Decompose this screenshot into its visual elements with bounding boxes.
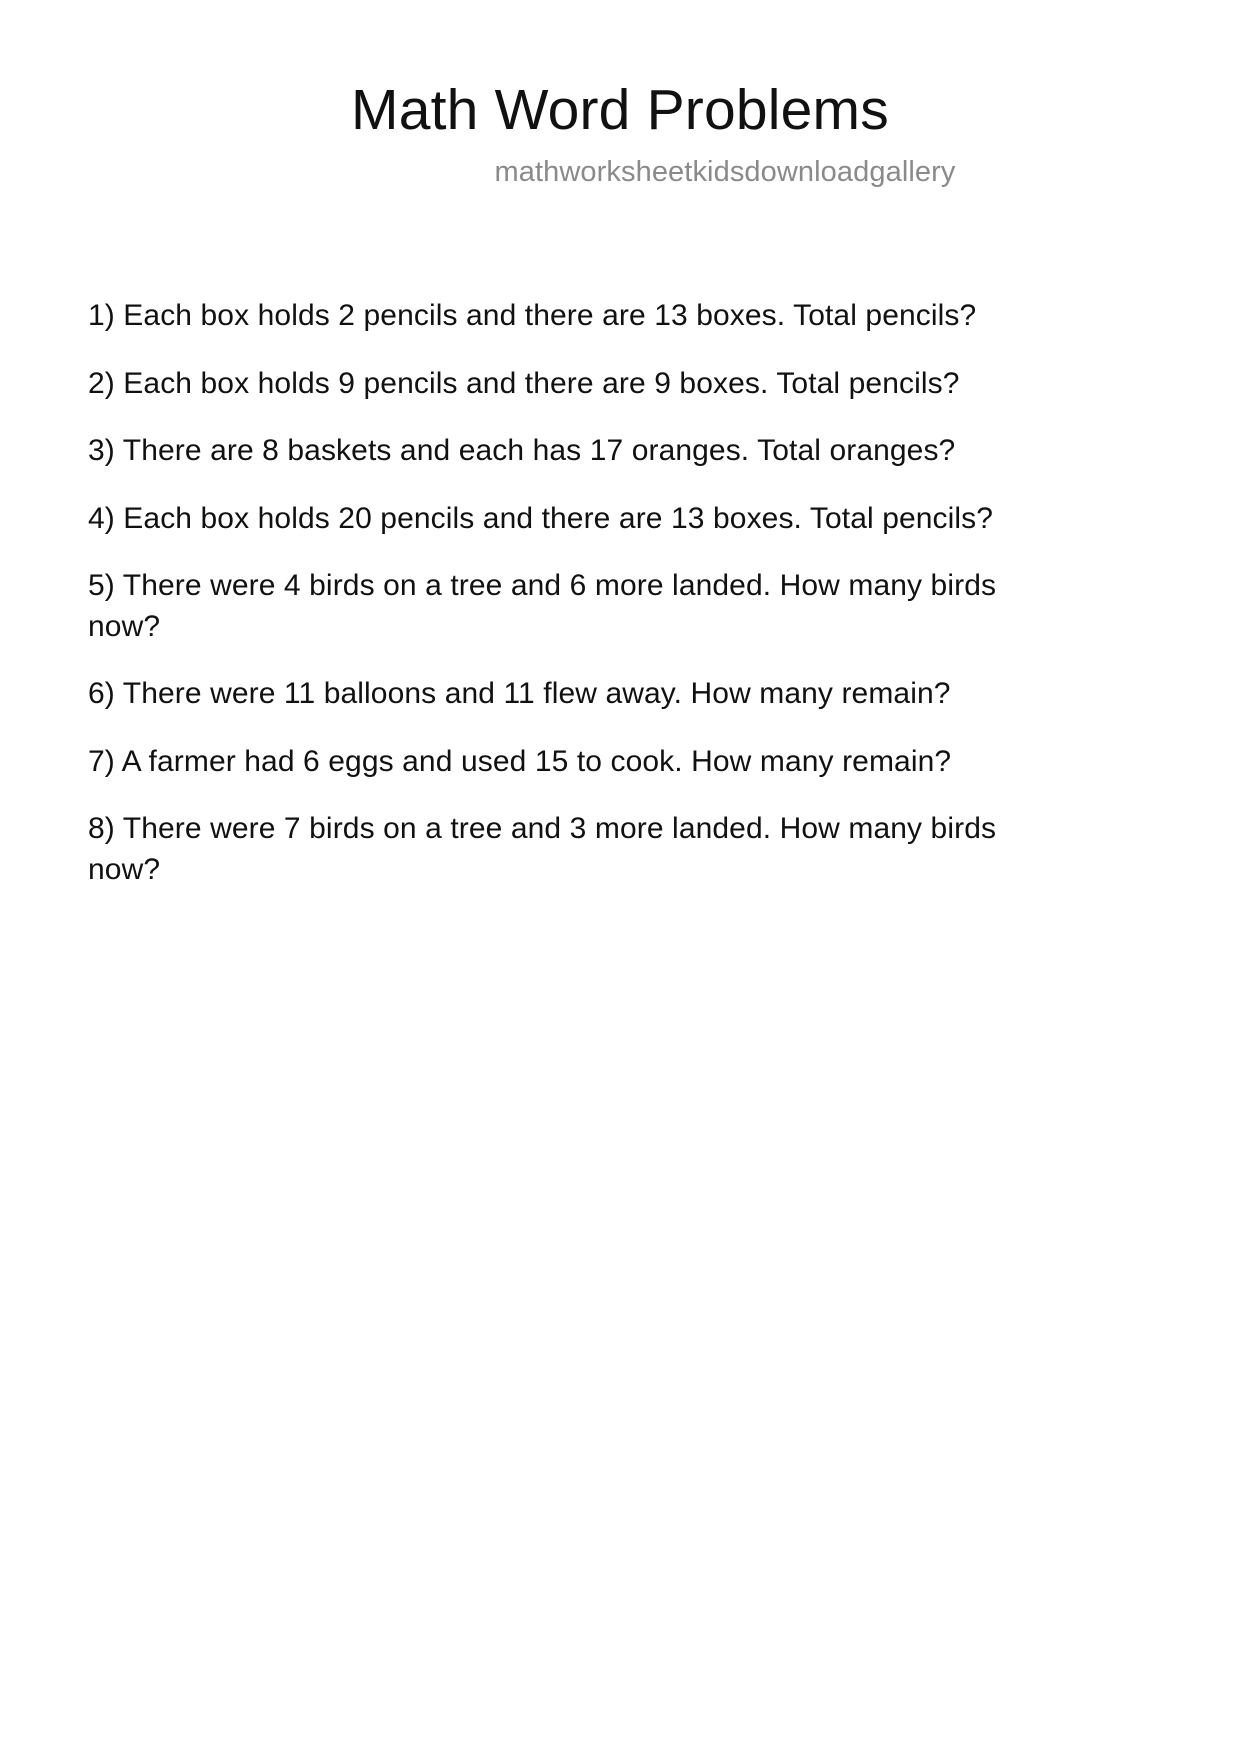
list-item: 8) There were 7 birds on a tree and 3 more landed. How many birds now? (88, 812, 997, 886)
list-item: 7) A farmer had 6 eggs and used 15 to cook. How many remain? (88, 744, 952, 778)
list-item: 6) There were 11 balloons and 11 flew away. How many remain? (88, 677, 951, 710)
list-item: 4) Each box holds 20 pencils and there are 13 boxes. Total pencils? (88, 501, 994, 535)
worksheet-header (0, 0, 1240, 189)
page-subtitle: mathworksheetkidsdownloadgallery (494, 155, 956, 188)
list-item: 2) Each box holds 9 pencils and there are 9 boxes. Total pencils? (88, 366, 960, 400)
problem-list (88, 296, 1028, 917)
page-title: Math Word Problems (351, 78, 889, 142)
list-item: 5) There were 4 birds on a tree and 6 more landed. How many birds now? (88, 569, 997, 643)
list-item: 3) There are 8 baskets and each has 17 oranges. Total oranges? (88, 434, 956, 467)
list-item: 1) Each box holds 2 pencils and there are 13 boxes. Total pencils? (88, 299, 977, 332)
